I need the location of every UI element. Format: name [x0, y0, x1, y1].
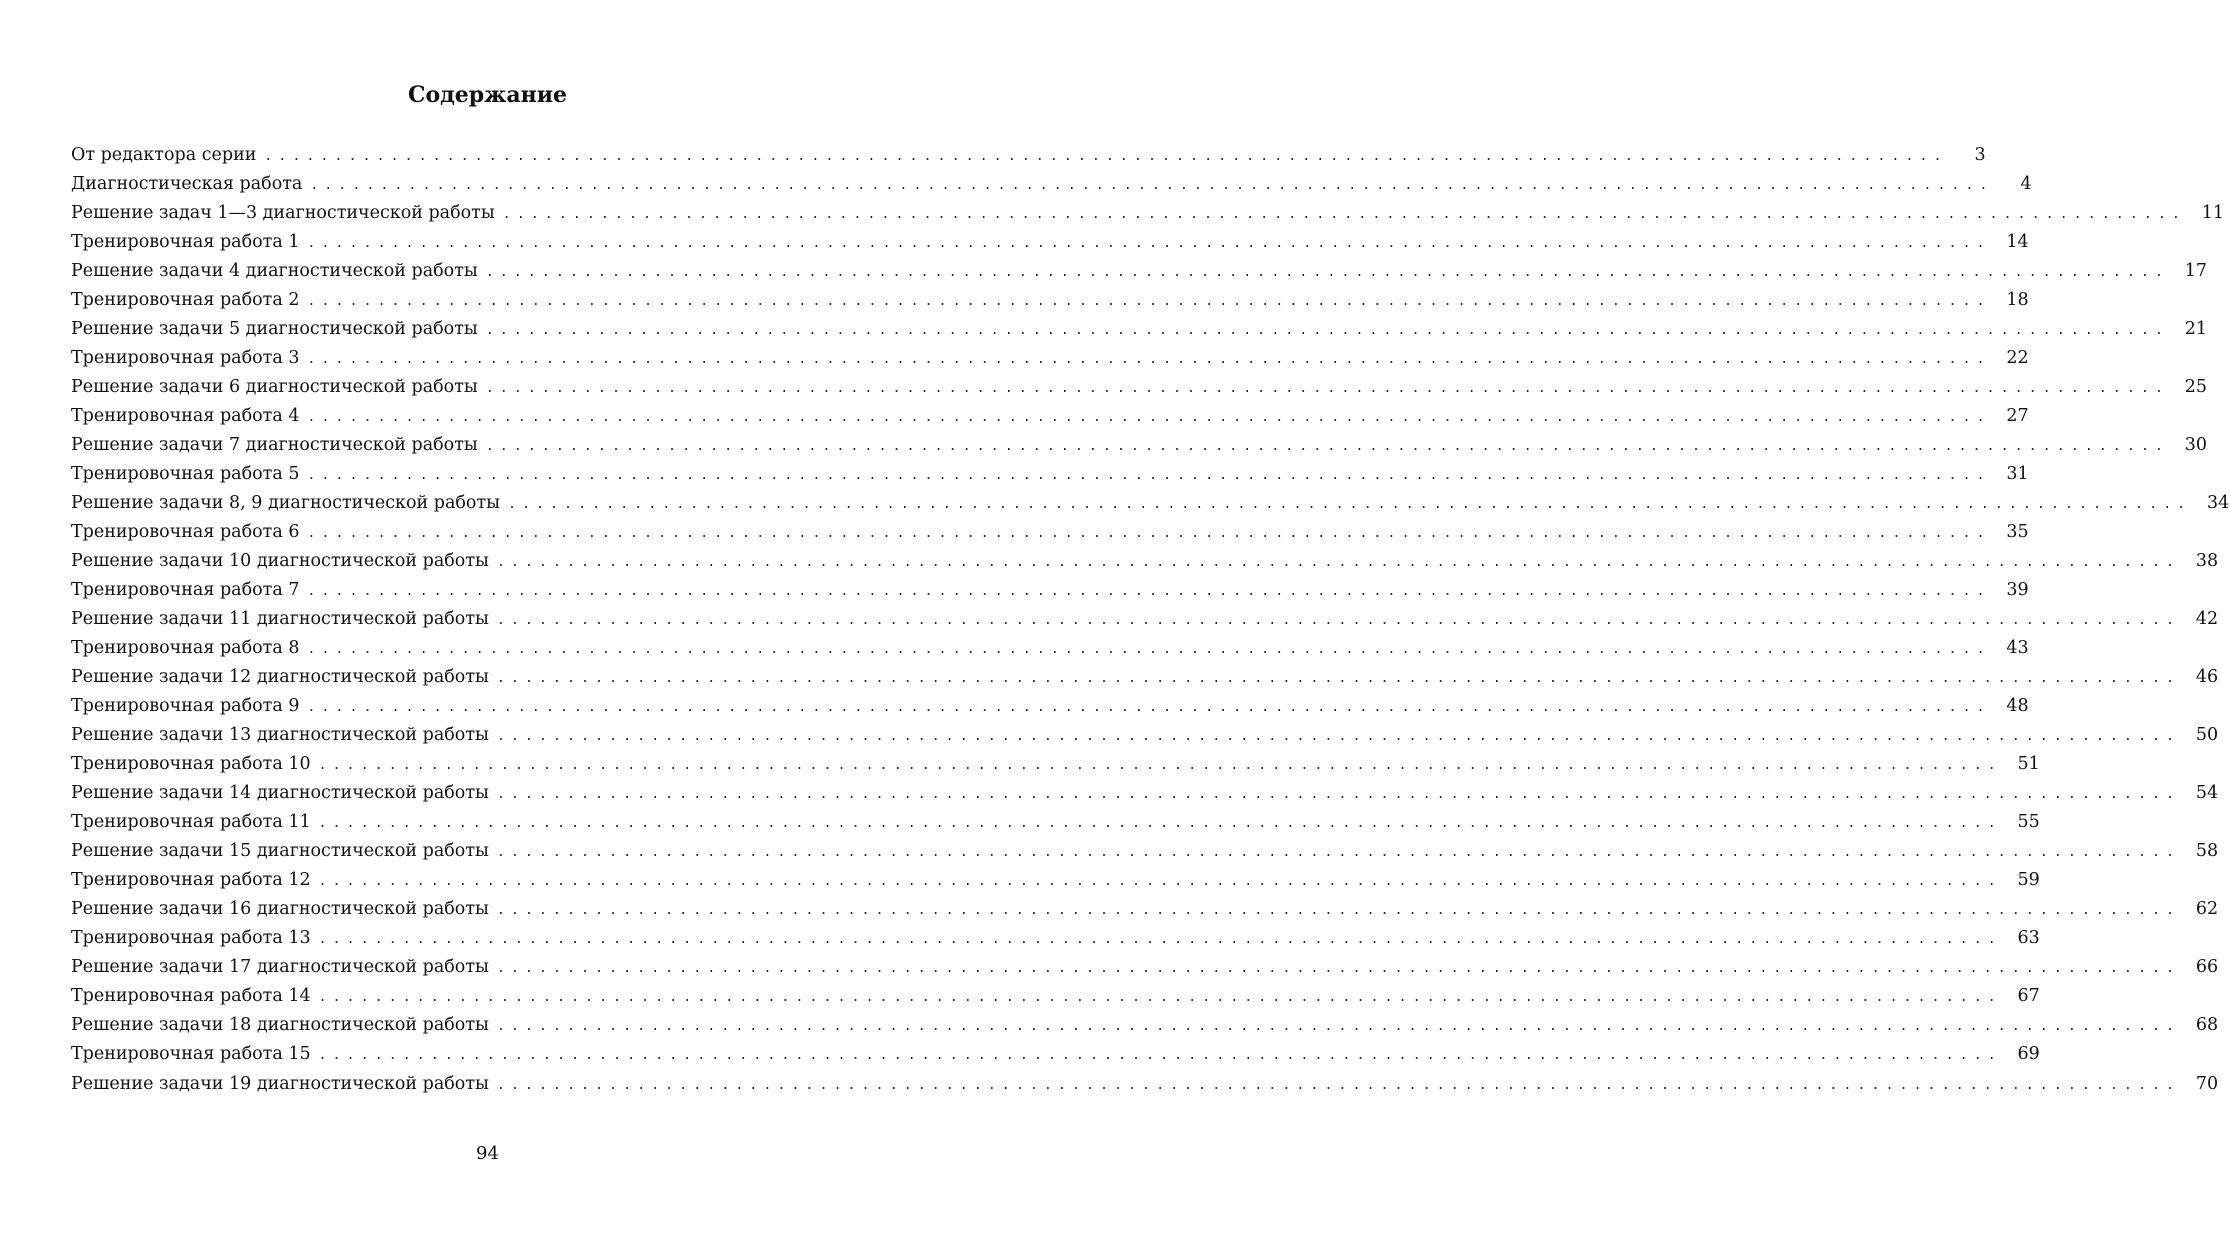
- toc-entry-title: Тренировочная работа 15: [71, 1044, 311, 1065]
- toc-entry-page: 27: [2006, 406, 2029, 427]
- dot-leader: ........................................................................................................................: [496, 729, 2181, 745]
- dot-leader: ........................................................................................................................: [264, 149, 1948, 164]
- dot-leader: ........................................................................................................................: [307, 642, 1991, 658]
- dot-leader: ........................................................................................................................: [496, 903, 2181, 919]
- dot-leader: ........................................................................................................................: [307, 468, 1991, 484]
- toc-entry-page: 55: [2017, 812, 2040, 833]
- toc-entry-page: 22: [2006, 348, 2029, 369]
- toc-entry-page: 51: [2017, 754, 2040, 775]
- toc-entry-page: 43: [2006, 638, 2029, 659]
- toc-entry[interactable]: [71, 1040, 2040, 1069]
- dot-leader: ........................................................................................................................: [318, 816, 2002, 832]
- toc-entry-page: 59: [2017, 870, 2040, 891]
- toc-entry-title: Решение задачи 10 диагностической работы: [71, 551, 489, 572]
- dot-leader: ........................................................................................................................: [307, 352, 1991, 368]
- toc-entry[interactable]: [71, 837, 2219, 866]
- dot-leader: ........................................................................................................................: [307, 294, 1991, 310]
- toc-entry-title: Решение задачи 6 диагностической работы: [71, 377, 478, 398]
- toc-entry-page: 39: [2006, 580, 2029, 601]
- dot-leader: ........................................................................................................................: [307, 700, 1991, 716]
- toc-entry-page: 58: [2195, 841, 2219, 862]
- toc-entry-title: Тренировочная работа 5: [71, 464, 300, 485]
- toc-entry[interactable]: [71, 576, 2029, 605]
- toc-entry[interactable]: [71, 315, 2208, 344]
- toc-entry[interactable]: [71, 750, 2040, 779]
- toc-entry[interactable]: [71, 344, 2029, 373]
- toc-entry[interactable]: [71, 373, 2208, 402]
- toc-entry-page: 63: [2017, 928, 2040, 949]
- dot-leader: ........................................................................................................................: [318, 990, 2002, 1006]
- toc-entry-title: Решение задачи 8, 9 диагностической работы: [71, 493, 501, 514]
- page-title: Содержание: [407, 82, 568, 108]
- toc-entry-page: 35: [2006, 522, 2029, 543]
- toc-entry[interactable]: [71, 286, 2029, 315]
- toc-entry-title: Тренировочная работа 7: [71, 580, 300, 601]
- toc-entry[interactable]: [71, 170, 2032, 199]
- toc-entry-title: Диагностическая работа: [71, 174, 303, 195]
- toc-entry-page: 62: [2195, 899, 2219, 920]
- toc-entry-page: 69: [2017, 1044, 2040, 1065]
- toc-entry[interactable]: [71, 402, 2029, 431]
- toc-entry-page: 4: [2020, 174, 2032, 195]
- toc-entry-title: Решение задачи 12 диагностической работы: [71, 667, 489, 688]
- toc-entry-page: 48: [2006, 696, 2029, 717]
- toc-entry-title: Решение задачи 18 диагностической работы: [71, 1015, 489, 1036]
- toc-entry-title: Решение задачи 17 диагностической работы: [71, 957, 489, 978]
- dot-leader: ........................................................................................................................: [318, 932, 2002, 948]
- toc-entry[interactable]: [71, 692, 2029, 721]
- toc-entry-title: Решение задачи 4 диагностической работы: [71, 261, 478, 282]
- toc-entry-page: 70: [2195, 1073, 2219, 1094]
- toc-entry-title: Решение задачи 19 диагностической работы: [71, 1073, 489, 1094]
- toc-entry[interactable]: [71, 634, 2029, 663]
- toc-entry-title: Тренировочная работа 8: [71, 638, 300, 659]
- toc-entry[interactable]: [71, 721, 2219, 750]
- toc-entry[interactable]: [71, 953, 2219, 982]
- toc-entry-title: Решение задачи 15 диагностической работы: [71, 841, 489, 862]
- toc-entry-page: 50: [2195, 725, 2219, 746]
- dot-leader: ........................................................................................................................: [502, 207, 2186, 223]
- toc-entry[interactable]: [71, 518, 2029, 547]
- dot-leader: ........................................................................................................................: [307, 584, 1991, 600]
- toc-entry[interactable]: [71, 141, 1986, 170]
- toc-entry[interactable]: [71, 895, 2219, 924]
- toc-entry-page: 54: [2195, 783, 2219, 804]
- toc-entry[interactable]: [71, 663, 2219, 692]
- toc-entry-title: Тренировочная работа 10: [71, 754, 311, 775]
- toc-entry-page: 38: [2195, 551, 2219, 572]
- toc-entry-page: 66: [2195, 957, 2219, 978]
- toc-entry-title: Тренировочная работа 12: [71, 870, 311, 891]
- toc-entry-title: От редактора серии: [71, 145, 257, 165]
- toc-entry[interactable]: [71, 605, 2219, 634]
- toc-entry-title: Решение задачи 14 диагностической работы: [71, 783, 489, 804]
- toc-entry-title: Тренировочная работа 13: [71, 928, 311, 949]
- dot-leader: ........................................................................................................................: [310, 178, 1994, 194]
- toc-entry-title: Решение задачи 16 диагностической работы: [71, 899, 489, 920]
- toc-entry[interactable]: [71, 228, 2029, 257]
- toc-entry-title: Тренировочная работа 2: [71, 290, 300, 311]
- toc-entry[interactable]: [71, 924, 2040, 953]
- toc-entry-page: 30: [2184, 435, 2208, 456]
- toc-entry-title: Решение задачи 13 диагностической работы: [71, 725, 489, 746]
- toc-entry[interactable]: [71, 547, 2219, 576]
- dot-leader: ........................................................................................................................: [496, 671, 2181, 687]
- toc-entry-page: 17: [2184, 261, 2208, 282]
- toc-entry[interactable]: [71, 1070, 2219, 1099]
- dot-leader: ........................................................................................................................: [318, 1048, 2002, 1064]
- toc-entry-title: Тренировочная работа 3: [71, 348, 300, 369]
- toc-entry-title: Тренировочная работа 1: [71, 232, 300, 253]
- toc-entry[interactable]: [71, 199, 2224, 228]
- toc-entry-title: Тренировочная работа 11: [71, 812, 311, 833]
- toc-entry-page: 25: [2184, 377, 2208, 398]
- toc-entry-page: 34: [2207, 493, 2229, 514]
- dot-leader: ........................................................................................................................: [496, 1019, 2181, 1035]
- dot-leader: ........................................................................................................................: [307, 410, 1991, 426]
- page-number: 94: [476, 1143, 499, 1164]
- toc-entry-page: 21: [2184, 319, 2208, 340]
- toc-entry[interactable]: [71, 489, 2229, 518]
- dot-leader: ........................................................................................................................: [496, 613, 2181, 629]
- toc-entry-page: 11: [2201, 203, 2224, 224]
- toc-entry[interactable]: [71, 808, 2040, 837]
- dot-leader: ........................................................................................................................: [307, 236, 1991, 252]
- dot-leader: ........................................................................................................................: [307, 526, 1991, 542]
- dot-leader: ........................................................................................................................: [496, 555, 2181, 571]
- dot-leader: ........................................................................................................................: [496, 1077, 2181, 1093]
- toc-entry-title: Тренировочная работа 6: [71, 522, 300, 543]
- dot-leader: ........................................................................................................................: [318, 874, 2002, 890]
- toc-entry-page: 31: [2006, 464, 2029, 485]
- dot-leader: ........................................................................................................................: [485, 323, 2170, 339]
- dot-leader: ........................................................................................................................: [485, 439, 2170, 455]
- dot-leader: ........................................................................................................................: [485, 265, 2170, 281]
- toc-entry[interactable]: [71, 866, 2040, 895]
- toc-entry[interactable]: [71, 431, 2208, 460]
- dot-leader: ........................................................................................................................: [496, 787, 2181, 803]
- toc-entry-page: 42: [2195, 609, 2219, 630]
- toc-entry-page: 46: [2195, 667, 2219, 688]
- toc-entry-title: Решение задачи 5 диагностической работы: [71, 319, 478, 340]
- dot-leader: ........................................................................................................................: [508, 497, 2192, 513]
- toc-entry-page: 68: [2195, 1015, 2219, 1036]
- dot-leader: ........................................................................................................................: [496, 845, 2181, 861]
- dot-leader: ........................................................................................................................: [485, 381, 2170, 397]
- toc-entry-title: Решение задач 1—3 диагностической работы: [71, 203, 495, 224]
- toc-entry-page: 14: [2006, 232, 2029, 253]
- toc-entry[interactable]: [71, 1011, 2219, 1040]
- toc-entry-title: Решение задачи 11 диагностической работы: [71, 609, 489, 630]
- toc-entry[interactable]: [71, 257, 2208, 286]
- toc-entry-title: Решение задачи 7 диагностической работы: [71, 435, 478, 456]
- dot-leader: ........................................................................................................................: [496, 961, 2181, 977]
- toc-entry[interactable]: [71, 779, 2219, 808]
- toc-entry-title: Тренировочная работа 9: [71, 696, 300, 717]
- table-of-contents: [71, 141, 2229, 1099]
- toc-entry[interactable]: [71, 982, 2040, 1011]
- toc-entry-page: 67: [2017, 986, 2040, 1007]
- toc-entry-page: 18: [2006, 290, 2029, 311]
- toc-entry-title: Тренировочная работа 14: [71, 986, 311, 1007]
- toc-entry[interactable]: [71, 460, 2029, 489]
- dot-leader: ........................................................................................................................: [318, 758, 2002, 774]
- toc-entry-page: 3: [1974, 145, 1986, 165]
- toc-entry-title: Тренировочная работа 4: [71, 406, 300, 427]
